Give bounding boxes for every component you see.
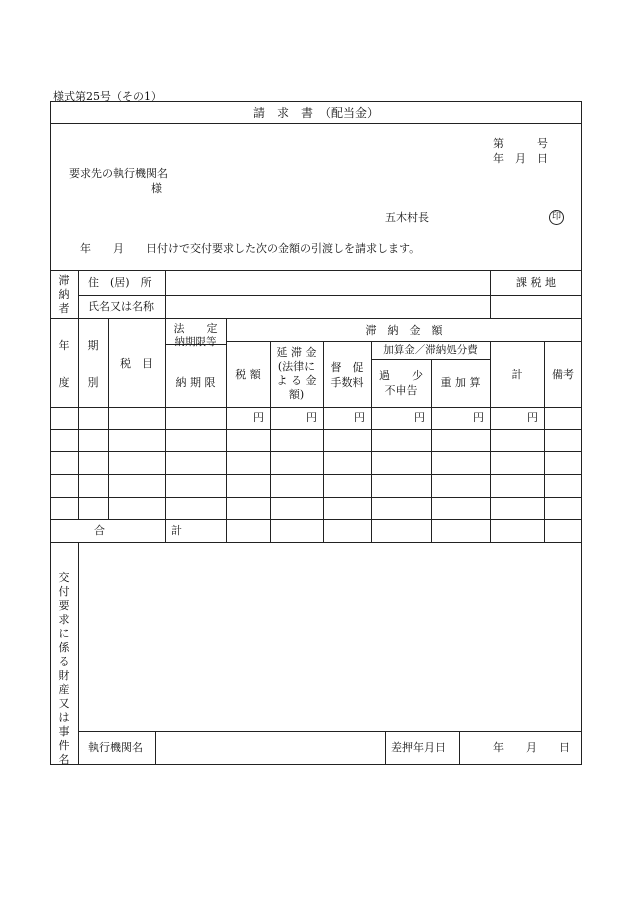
under-report-label: 過 少 不申告 bbox=[379, 369, 423, 397]
deadline-label: 納 期 限 bbox=[175, 376, 216, 389]
request-form bbox=[50, 101, 582, 765]
yen-tax-amount: 円 bbox=[253, 411, 264, 424]
name-label: 氏名又は名称 bbox=[88, 300, 154, 313]
recipient-label: 要求先の執行機関名 bbox=[69, 167, 168, 180]
tax-amount-label: 税 額 bbox=[235, 368, 261, 381]
issuer-name: 五木村長 bbox=[385, 211, 429, 224]
period-label-bottom: 別 bbox=[87, 376, 99, 389]
legal-deadline-label-2: 納期限等 bbox=[174, 336, 217, 348]
yen-late-interest: 円 bbox=[306, 411, 317, 424]
request-statement: 年 月 日付けで交付要求した次の金額の引渡しを請求します。 bbox=[80, 242, 421, 255]
yen-heavy-surcharge: 円 bbox=[473, 411, 484, 424]
total-row-label: 合 計 bbox=[94, 524, 182, 537]
form-grid-lines bbox=[50, 101, 582, 765]
demand-fee-label: 督 促 手数料 bbox=[330, 361, 364, 389]
seizure-date-label: 差押年月日 bbox=[391, 741, 446, 754]
year-label-bottom: 度 bbox=[58, 376, 70, 389]
honorific: 様 bbox=[151, 182, 162, 195]
form-border bbox=[51, 102, 582, 765]
seal-mark: 印 bbox=[549, 210, 564, 225]
amount-header: 滞 納 金 額 bbox=[365, 324, 443, 337]
yen-demand-fee: 円 bbox=[354, 411, 365, 424]
total-column-label: 計 bbox=[511, 368, 523, 381]
address-label: 住 (居) 所 bbox=[88, 276, 152, 289]
remarks-label: 備考 bbox=[552, 368, 574, 381]
heavy-surcharge-label: 重 加 算 bbox=[440, 376, 481, 389]
document-number: 第 号 bbox=[493, 137, 548, 150]
year-label-top: 年 bbox=[58, 339, 70, 352]
authority-label: 執行機関名 bbox=[88, 741, 143, 754]
form-title: 請 求 書 （配当金） bbox=[252, 106, 379, 120]
form-number: 様式第25号（その1） bbox=[53, 90, 162, 103]
delinquent-side-label: 滞 納 者 bbox=[58, 274, 70, 315]
tax-item-label: 税 目 bbox=[120, 357, 153, 370]
surcharge-header: 加算金／滞納処分費 bbox=[383, 344, 478, 356]
legal-deadline-label-1: 法 定 bbox=[173, 322, 218, 335]
document-date: 年 月 日 bbox=[493, 152, 548, 165]
late-interest-label: 延 滞 金 (法律に よ る 金 額) bbox=[276, 346, 317, 401]
yen-total: 円 bbox=[527, 411, 538, 424]
property-label: 交 付 要 求 に 係 る 財 産 又 は 事 件 名 bbox=[58, 571, 70, 766]
tax-place-label: 課 税 地 bbox=[516, 276, 556, 289]
period-label-top: 期 bbox=[87, 339, 99, 352]
seizure-date-value: 年 月 日 bbox=[493, 741, 570, 754]
yen-under-report: 円 bbox=[414, 411, 425, 424]
